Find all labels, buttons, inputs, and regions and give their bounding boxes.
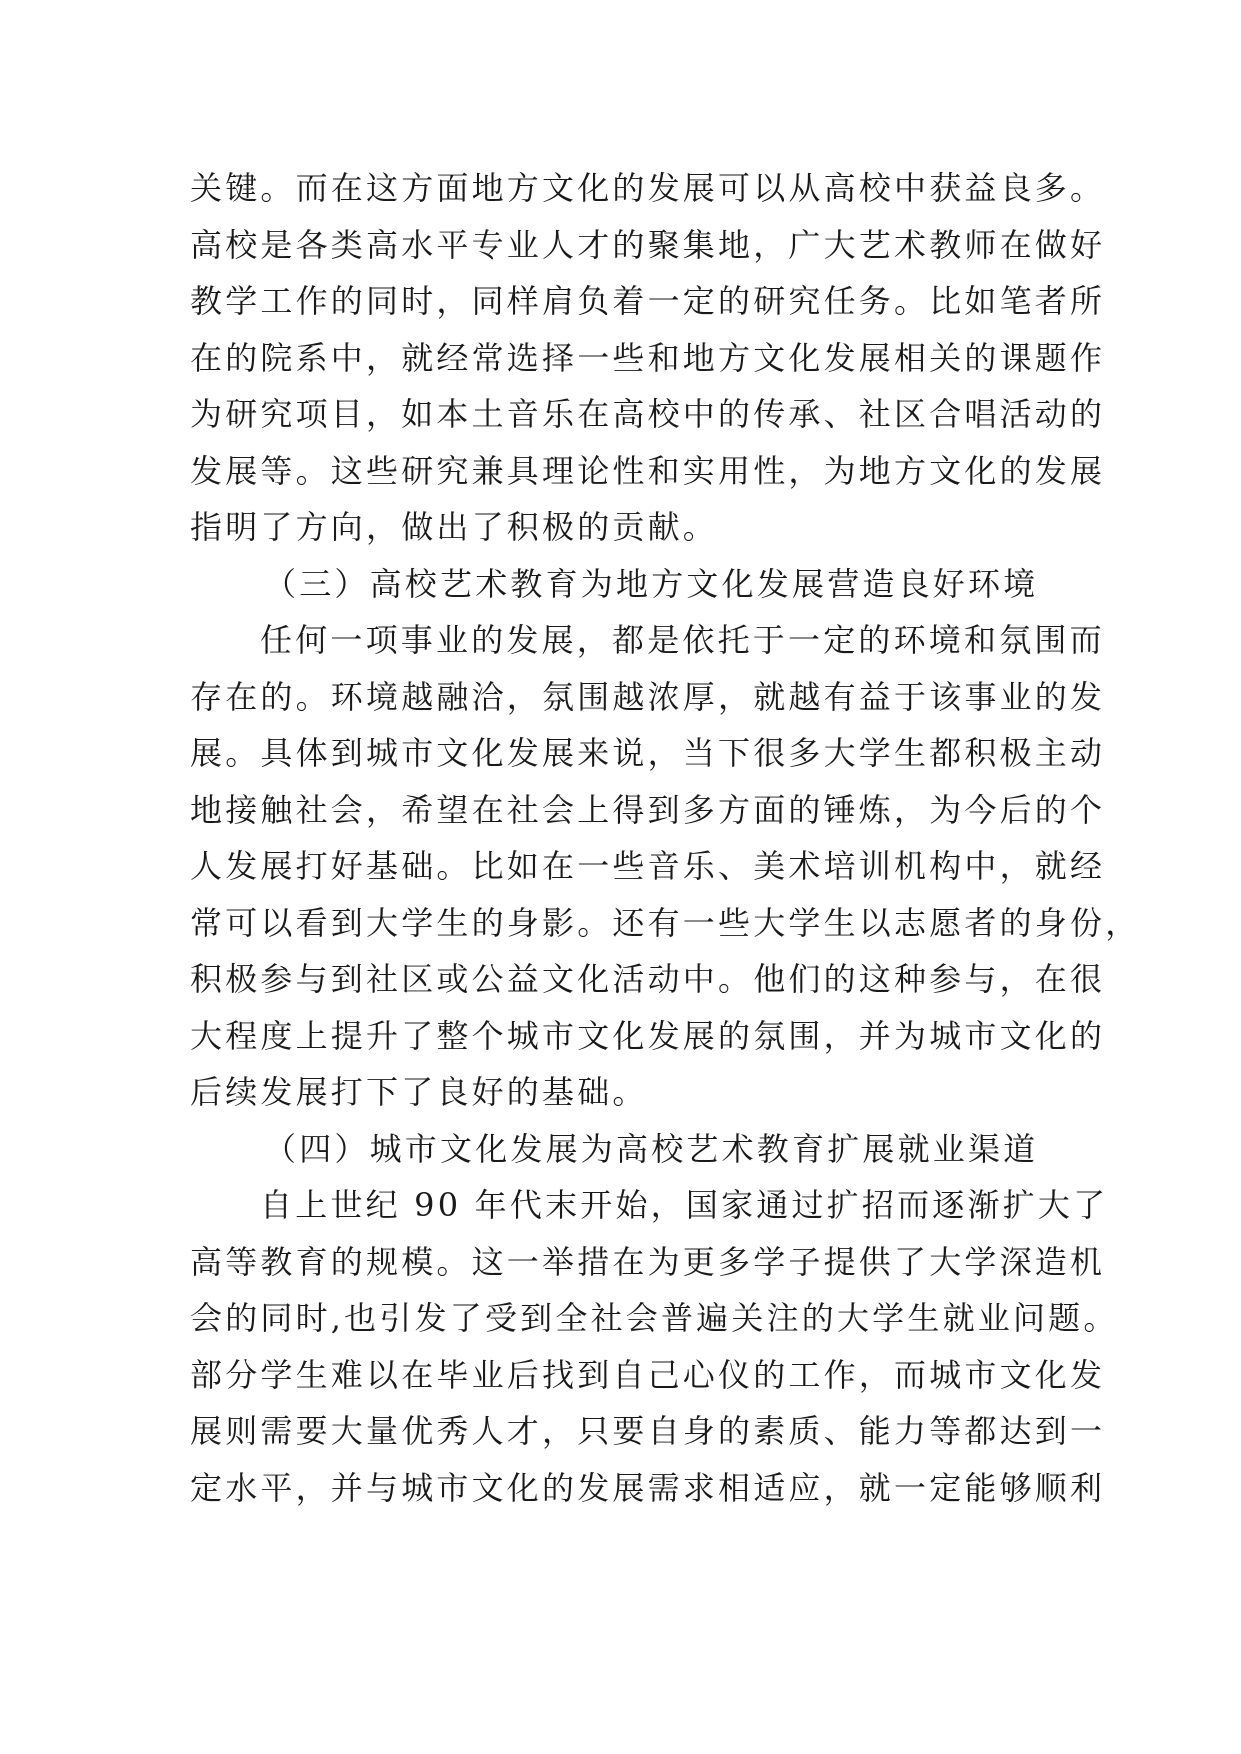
text-line: 在的院系中，就经常选择一些和地方文化发展相关的课题作 [190, 338, 1106, 377]
text-line: 定水平，并与城市文化的发展需求相适应，就一定能够顺利 [190, 1468, 1106, 1507]
text-line: 高校是各类高水平专业人才的聚集地，广大艺术教师在做好 [190, 225, 1106, 264]
text-line: 教学工作的同时，同样肩负着一定的研究任务。比如笔者所 [190, 282, 1106, 320]
document-body [190, 160, 1141, 1516]
text-line: 后续发展打下了良好的基础。 [190, 1073, 648, 1111]
text-line: 常可以看到大学生的身影。还有一些大学生以志愿者的身份， [190, 903, 1141, 942]
text-line: 人发展打好基础。比如在一些音乐、美术培训机构中，就经 [190, 847, 1106, 885]
text-line: 积极参与到社区或公益文化活动中。他们的这种参与，在很 [190, 960, 1106, 998]
section-heading: （四）城市文化发展为高校艺术教育扩展就业渠道 [264, 1129, 1039, 1168]
text-line: 大程度上提升了整个城市文化发展的氛围，并为城市文化的 [190, 1016, 1106, 1055]
text-line: 展。具体到城市文化发展来说，当下很多大学生都积极主动 [190, 734, 1106, 772]
text-line: 关键。而在这方面地方文化的发展可以从高校中获益良多。 [190, 169, 1106, 207]
text-line: 为研究项目，如本土音乐在高校中的传承、社区合唱活动的 [190, 395, 1106, 433]
text-line: 指明了方向，做出了积极的贡献。 [190, 508, 719, 546]
section-heading: （三）高校艺术教育为地方文化发展营造良好环境 [264, 564, 1039, 603]
paragraph-first-line: 任何一项事业的发展，都是依托于一定的环境和氛围而 [260, 621, 1105, 659]
text-line: 高等教育的规模。这一举措在为更多学子提供了大学深造机 [190, 1242, 1106, 1281]
text-line: 存在的。环境越融洽，氛围越浓厚，就越有益于该事业的发 [190, 677, 1106, 716]
text-line: 展则需要大量优秀人才，只要自身的素质、能力等都达到一 [190, 1412, 1106, 1450]
text-line: 部分学生难以在毕业后找到自己心仪的工作，而城市文化发 [190, 1355, 1106, 1394]
text-line: 会的同时,也引发了受到全社会普遍关注的大学生就业问题。 [190, 1299, 1119, 1337]
text-line: 发展等。这些研究兼具理论性和实用性，为地方文化的发展 [190, 451, 1106, 490]
paragraph-first-line: 自上世纪 90 年代末开始，国家通过扩招而逐渐扩大了 [260, 1186, 1109, 1224]
text-line: 地接触社会，希望在社会上得到多方面的锤炼，为今后的个 [190, 790, 1106, 829]
